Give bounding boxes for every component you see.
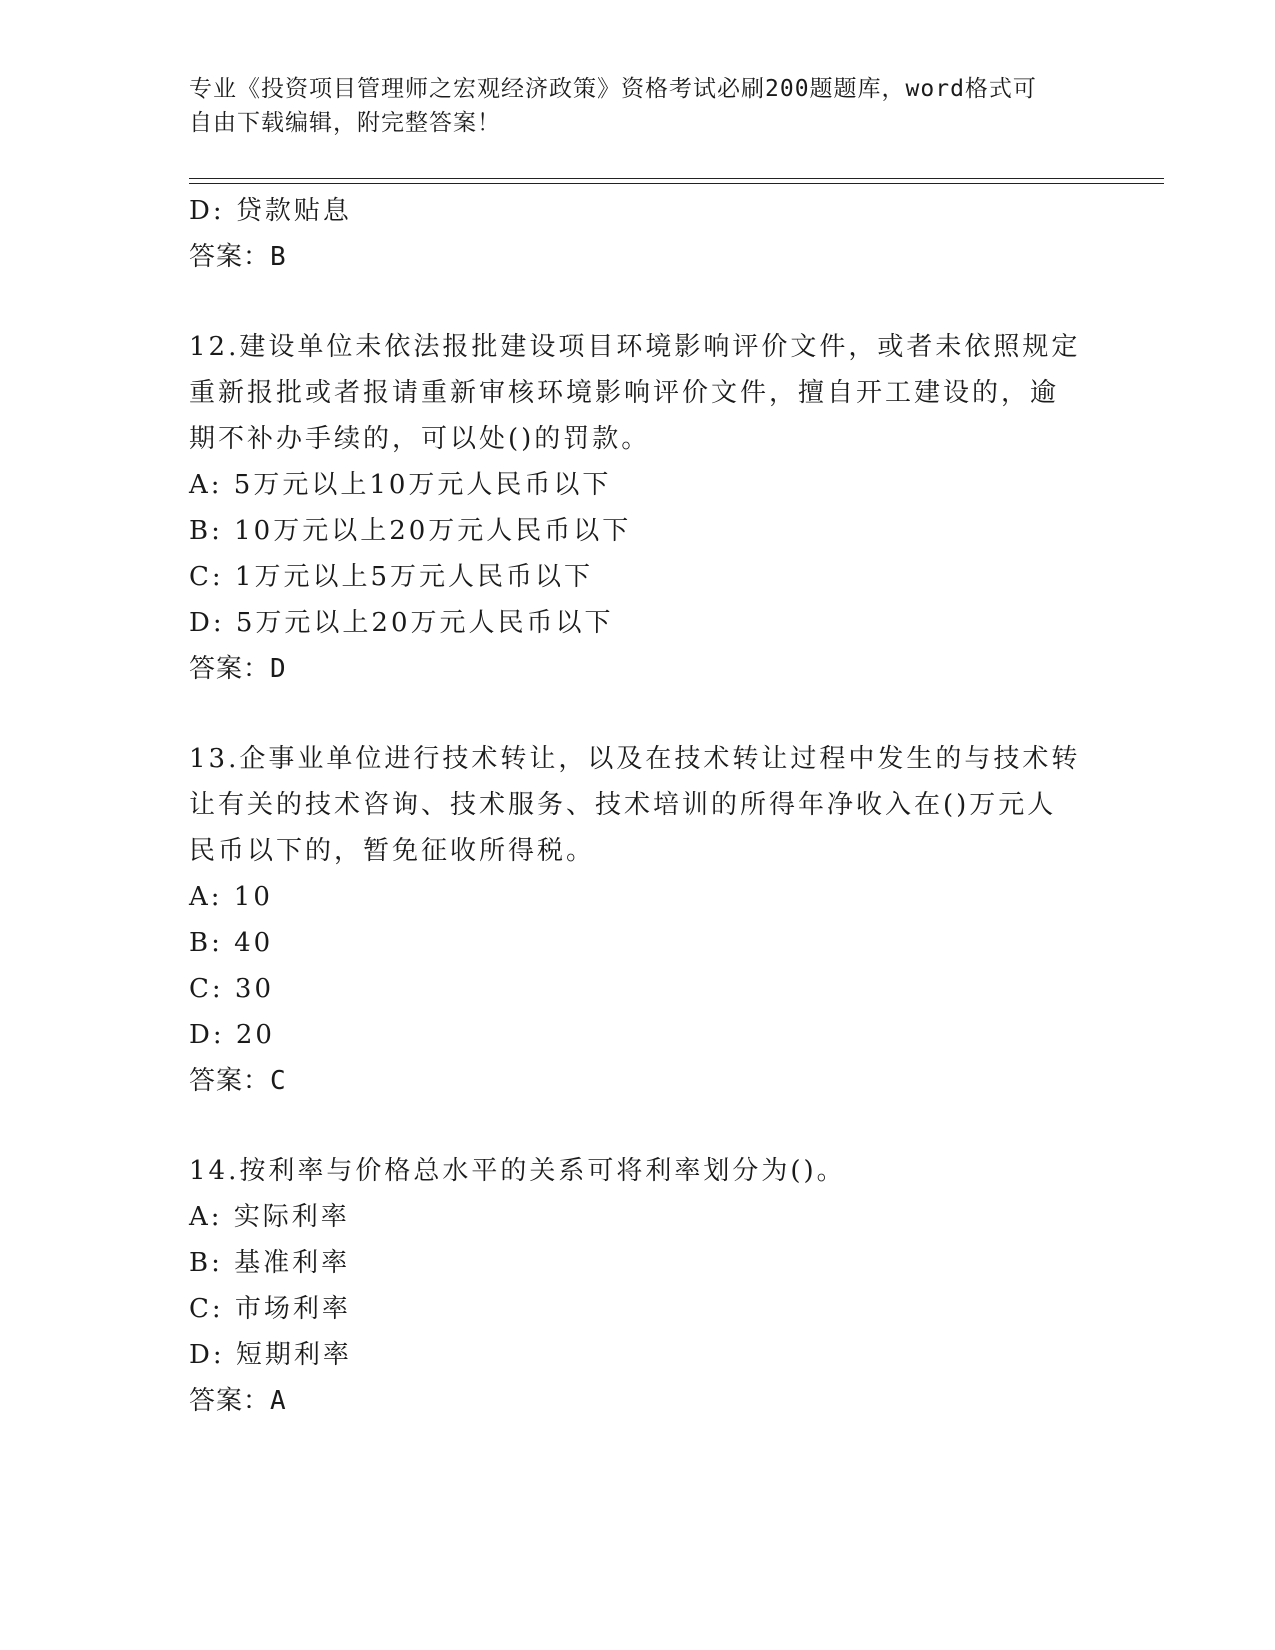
question-14 (189, 1148, 1089, 1424)
option-d: D: 20 (189, 1020, 275, 1050)
document-header (189, 72, 1089, 140)
answer-label: 答案： (189, 1066, 271, 1096)
option-a: A: 10 (189, 882, 273, 912)
question-13 (189, 736, 1089, 1104)
question-text-line: 让有关的技术咨询、技术服务、技术培训的所得年净收入在()万元人 (189, 790, 1057, 820)
spacer (189, 1104, 1089, 1148)
answer-label: 答案： (189, 1386, 271, 1416)
question-text-line: 12.建设单位未依法报批建设项目环境影响评价文件，或者未依照规定 (189, 332, 1081, 362)
option-b: B: 10万元以上20万元人民币以下 (189, 516, 632, 546)
header-line-1: 专业《投资项目管理师之宏观经济政策》资格考试必刷200题题库，word格式可 (189, 76, 1037, 102)
question-text-line: 民币以下的，暂免征收所得税。 (189, 836, 596, 866)
option-d: D: 贷款贴息 (189, 196, 352, 226)
previous-question-tail (189, 188, 1089, 280)
answer-value: A (270, 1386, 287, 1416)
header-divider-bottom (189, 183, 1164, 184)
answer-value: C (270, 1066, 287, 1096)
question-text-line: 重新报批或者报请重新审核环境影响评价文件，擅自开工建设的，逾 (189, 378, 1060, 408)
spacer (189, 692, 1089, 736)
question-text-line: 期不补办手续的，可以处()的罚款。 (189, 424, 651, 454)
option-a: A: 5万元以上10万元人民币以下 (189, 470, 612, 500)
option-d: D: 短期利率 (189, 1340, 352, 1370)
answer-line (189, 1058, 1089, 1104)
answer-line (189, 646, 1089, 692)
option-d: D: 5万元以上20万元人民币以下 (189, 608, 614, 638)
question-list (189, 188, 1089, 1424)
answer-line (189, 234, 1089, 280)
spacer (189, 280, 1089, 324)
question-12 (189, 324, 1089, 692)
answer-line (189, 1378, 1089, 1424)
answer-label: 答案： (189, 654, 271, 684)
answer-value: D (270, 654, 287, 684)
question-text-line: 13.企事业单位进行技术转让，以及在技术转让过程中发生的与技术转 (189, 744, 1081, 774)
answer-label: 答案： (189, 242, 271, 272)
option-b: B: 40 (189, 928, 274, 958)
option-a: A: 实际利率 (189, 1202, 350, 1232)
option-c: C: 1万元以上5万元人民币以下 (189, 562, 594, 592)
header-divider-top (189, 178, 1164, 179)
option-c: C: 市场利率 (189, 1294, 351, 1324)
option-b: B: 基准利率 (189, 1248, 351, 1278)
answer-value: B (270, 242, 287, 272)
header-line-2: 自由下载编辑，附完整答案！ (189, 110, 501, 136)
option-c: C: 30 (189, 974, 275, 1004)
question-text-line: 14.按利率与价格总水平的关系可将利率划分为()。 (189, 1156, 846, 1186)
